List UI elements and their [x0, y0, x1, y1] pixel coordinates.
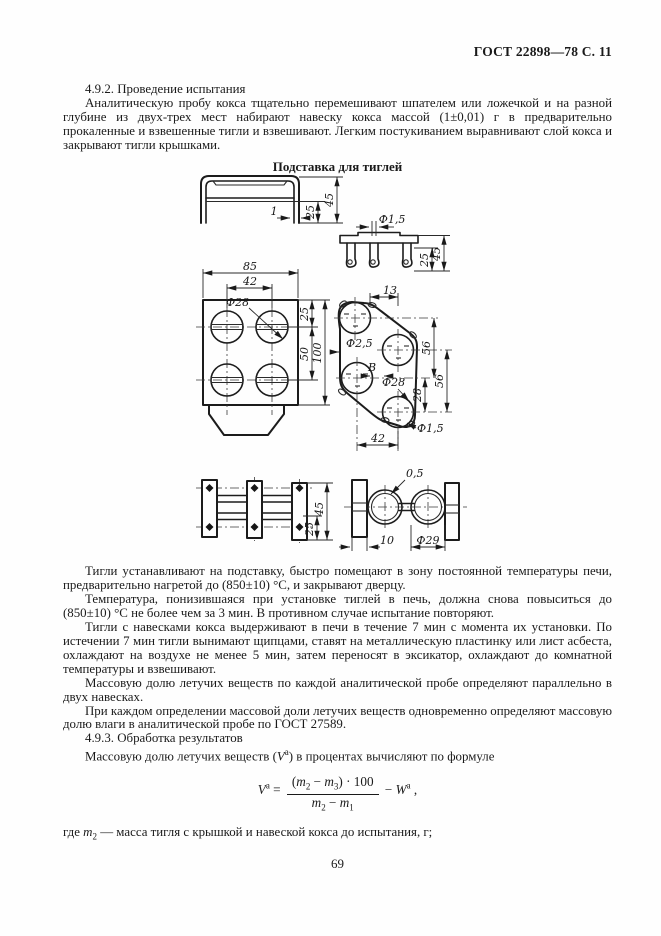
variable-m: m — [311, 794, 322, 810]
dim-label: 25 — [418, 253, 431, 268]
dim-label: 25 — [298, 307, 311, 322]
where-clause: где $m_2$ — масса тигля с крышкой и навеской кокса до испытания, г; — [63, 824, 433, 842]
equals-sign: = — [269, 782, 284, 798]
superscript-a: а — [406, 781, 411, 792]
dim-label: 10 — [380, 534, 394, 548]
dim-label: 25 — [304, 205, 317, 220]
fig-ring-clamp-view — [339, 467, 467, 551]
dim-label: Ф29 — [416, 534, 440, 548]
crucible-stand-drawing — [0, 163, 661, 567]
page-number: 69 — [331, 856, 344, 872]
variable-w: W — [395, 782, 407, 798]
wire-clip — [347, 243, 356, 267]
paragraph-parallel: Массовую долю летучих веществ по каждой аналитической пробе определяют параллельно в двух навесках. — [63, 675, 612, 704]
paragraph-temperature: Температура, понизившаяся при установке тиглей в печь, должна снова повыситься до (850±10) °С не более чем за 3 мин. В противном случае испытание повторяют. — [63, 592, 612, 621]
variable-m: m — [83, 824, 93, 839]
page-header — [63, 44, 612, 60]
dim-label: 28 — [411, 388, 424, 403]
fig-frame-front-view — [196, 477, 333, 543]
dim-label: 0,5 — [406, 467, 424, 481]
gost-number: ГОСТ 22898—78 С. 11 — [473, 44, 612, 59]
dim-label: 1 — [270, 205, 278, 219]
paragraph-holding: Тигли с навесками кокса выдерживают в печи в течение 7 мин с момента их установки. По истечении 7 мин тигли вынимают щипцами, ставят на металлическую пластинку или лист асбеста, охлаждают на воздухе не менее 5 мин, затем переносят в эксикатор, охлаждают до комнатной температуры и взвешивают. — [63, 620, 612, 676]
crucible-ring — [334, 297, 438, 340]
technical-drawing — [63, 173, 612, 565]
dim-label: 100 — [311, 342, 324, 364]
numerator: $(m_2 - m_3) \cdot 100$ — [287, 775, 379, 794]
dim-label: Ф28 — [226, 296, 250, 310]
paragraph-sampling: Аналитическую пробу кокса тщательно перемешивают шпателем или ложечкой и на разной глубине из двух-трех мест набирают навеску кокса массой (1±0,01) г в предварительно прокаленные и взвешенные тигли и взвешивают. Легким постукиванием выравнивают слой кокса и закрывают тигли крышками. — [63, 95, 612, 152]
minus-sign: − — [384, 782, 396, 798]
dim-label: Ф2,5 — [346, 337, 373, 351]
fraction — [287, 775, 379, 812]
superscript-a: а — [265, 781, 270, 792]
dim-label: 25 — [303, 522, 316, 537]
section-4-9-2-heading: 4.9.2. Проведение испытания — [85, 82, 246, 96]
dim-label: 42 — [371, 432, 385, 446]
dim-label: 45 — [430, 247, 443, 262]
wire-clip — [370, 243, 379, 267]
variable-m: m — [339, 794, 350, 810]
fig-plate-view-b — [330, 284, 452, 451]
formula-intro — [63, 746, 612, 764]
view-label: В — [367, 361, 377, 375]
variable-m: m — [324, 774, 334, 790]
dim-label: 56 — [433, 374, 446, 389]
dim-label: 13 — [383, 284, 397, 298]
dim-label: Ф1,5 — [417, 422, 444, 436]
intro-text: Массовую долю летучих веществ ( — [85, 749, 277, 764]
superscript-a: а — [284, 747, 289, 758]
denominator: $m_2 - m_1$ — [311, 794, 354, 813]
dim-label: 45 — [323, 193, 336, 208]
dim-label: 50 — [298, 347, 311, 362]
variable-v: V — [276, 749, 285, 764]
dim-label: 85 — [243, 260, 257, 274]
fig-plate-top-view — [196, 260, 330, 435]
figure-title: Подставка для тиглей — [272, 158, 403, 174]
section-4-9-3-heading: 4.9.3. Обработка результатов — [85, 731, 243, 746]
dim-label: 45 — [313, 502, 326, 517]
dim-label: 42 — [243, 275, 257, 289]
paragraph-setup: Тигли устанавливают на подставку, быстро помещают в зону постоянной температуры печи, предварительно нагретой до (850±10) °С, и закрывают дверцу. — [63, 564, 612, 593]
dim-label: Ф1,5 — [378, 213, 406, 227]
formula: $V^а$ = $\frac{(m_2 - m_3) \cdot 100}{m_2 - m_1}$ − $W^а$ , — [257, 774, 418, 813]
dim-label: Ф28 — [382, 376, 406, 390]
crucible-ring — [377, 329, 452, 372]
fig-stand-side-view — [201, 176, 343, 223]
intro-text: ) в процентах вычисляют по формуле — [288, 749, 495, 764]
paragraph-moisture: При каждом определении массовой доли летучих веществ одновременно определяют массовую долю влаги в аналитической пробе по ГОСТ 27589. — [63, 703, 612, 732]
dim-label: 56 — [420, 341, 433, 356]
wire-clip — [403, 243, 412, 267]
fig-clip-strip-view — [340, 213, 450, 271]
variable-v: V — [257, 782, 266, 798]
variable-m: m — [296, 774, 306, 790]
